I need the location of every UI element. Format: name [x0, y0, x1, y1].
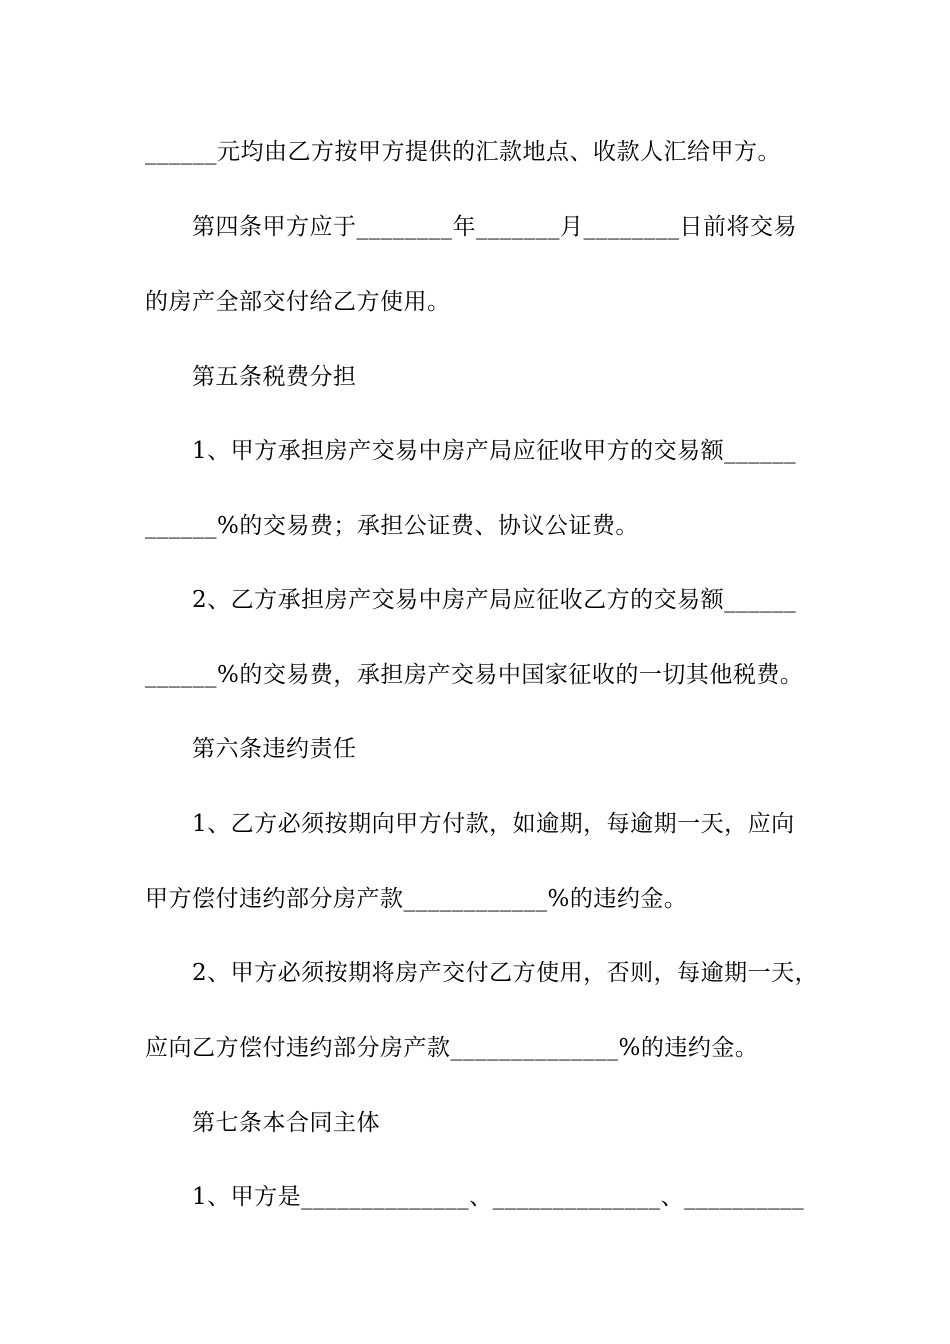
- clause-line: 1、甲方承担房产交易中房产局应征收甲方的交易额______: [192, 438, 797, 464]
- article-six-heading: 第六条违约责任: [192, 736, 357, 762]
- clause-line: 1、乙方必须按期向甲方付款，如逾期，每逾期一天，应向: [192, 811, 795, 837]
- clause-line: 2、甲方必须按期将房产交付乙方使用，否则，每逾期一天，: [192, 960, 819, 986]
- clause-line: 1、甲方是______________、______________、__________: [192, 1184, 805, 1210]
- paragraph-line: ______%的交易费，承担房产交易中国家征收的一切其他税费。: [145, 662, 804, 688]
- article-five-heading: 第五条税费分担: [192, 364, 357, 390]
- article-seven-heading: 第七条本合同主体: [192, 1110, 380, 1136]
- article-four-line: 第四条甲方应于________年_______月________日前将交易: [192, 214, 797, 240]
- clause-line: 2、乙方承担房产交易中房产局应征收乙方的交易额______: [192, 587, 797, 613]
- paragraph-line: 的房产全部交付给乙方使用。: [145, 289, 451, 315]
- paragraph-line: ______元均由乙方按甲方提供的汇款地点、收款人汇给甲方。: [145, 139, 781, 165]
- paragraph-line: 甲方偿付违约部分房产款____________%的违约金。: [145, 886, 688, 912]
- paragraph-line: ______%的交易费；承担公证费、协议公证费。: [145, 513, 639, 539]
- paragraph-line: 应向乙方偿付违约部分房产款______________%的违约金。: [145, 1035, 759, 1061]
